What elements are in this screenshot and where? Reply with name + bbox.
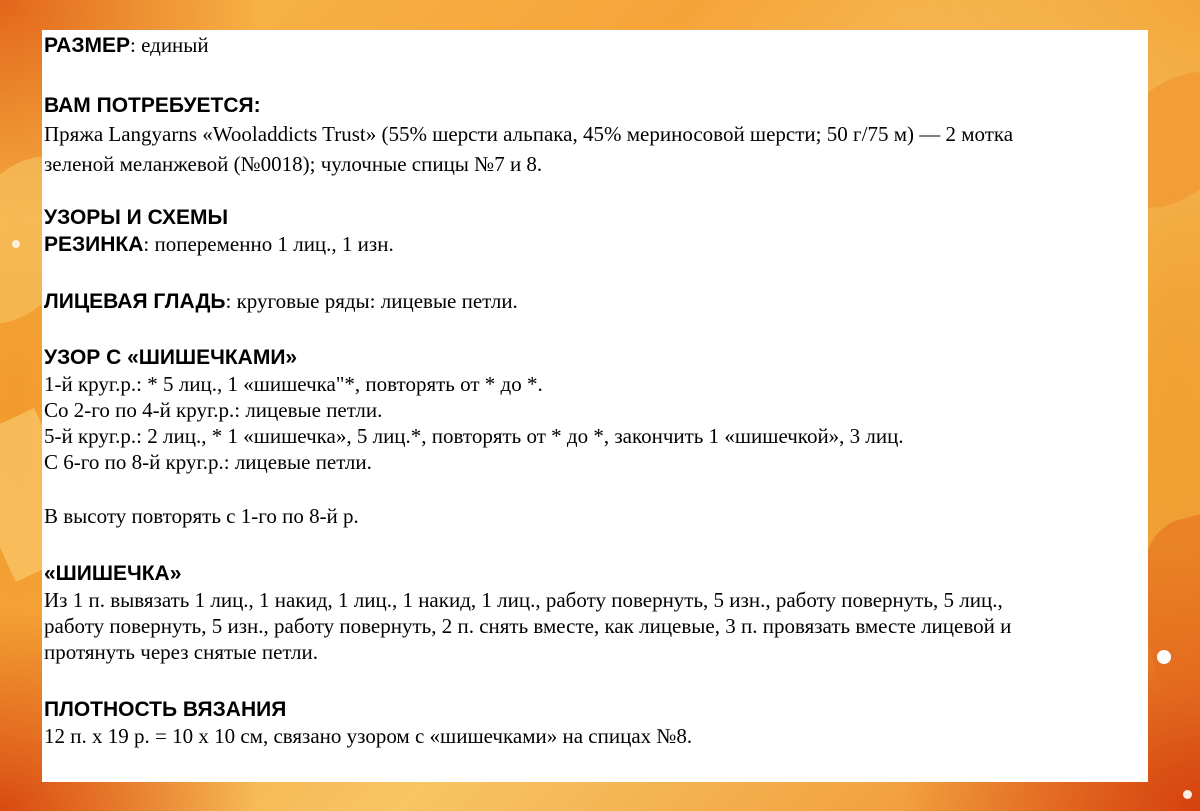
decorative-sparkle <box>12 240 20 248</box>
bobble-row: Со 2-го по 4-й круг.р.: лицевые петли. <box>44 398 383 422</box>
materials-line: Пряжа Langyarns «Wooladdicts Trust» (55% шерсти альпака, 45% мериносовой шерсти; 50 г/75 м) — 2 мотка <box>44 122 1014 146</box>
stockinette-text: : круговые ряды: лицевые петли. <box>225 289 518 313</box>
document-page <box>42 30 1148 782</box>
bobble-heading: «ШИШЕЧКА» <box>44 562 182 585</box>
size-line <box>44 32 1148 59</box>
bobble-instruction-line: Из 1 п. вывязать 1 лиц., 1 накид, 1 лиц., 1 накид, 1 лиц., работу повернуть, 5 изн., работу повернуть, 5 лиц., <box>44 588 1003 612</box>
decorative-sparkle <box>1157 650 1171 664</box>
materials-line: зеленой меланжевой (№0018); чулочные спицы №7 и 8. <box>44 152 543 176</box>
bobble-row: С 6-го по 8-й круг.р.: лицевые петли. <box>44 450 372 474</box>
stockinette-line <box>44 288 1148 315</box>
size-value: единый <box>141 33 209 57</box>
gauge-text: 12 п. х 19 р. = 10 х 10 см, связано узором с «шишечками» на спицах №8. <box>44 724 693 748</box>
materials-section <box>44 93 1148 179</box>
rib-line <box>44 231 1148 258</box>
bobble-section <box>44 561 1148 665</box>
stockinette-label: ЛИЦЕВАЯ ГЛАДЬ <box>44 290 226 313</box>
patterns-section <box>44 205 1148 529</box>
bobble-instruction-line: работу повернуть, 5 изн., работу повернуть, 2 п. снять вместе, как лицевые, 3 п. провязать вместе лицевой и <box>44 614 1012 638</box>
patterns-heading: УЗОРЫ И СХЕМЫ <box>44 206 229 229</box>
gauge-heading: ПЛОТНОСТЬ ВЯЗАНИЯ <box>44 698 287 721</box>
repeat-text: В высоту повторять с 1-го по 8-й р. <box>44 504 359 528</box>
bobble-row: 5-й круг.р.: 2 лиц., * 1 «шишечка», 5 лиц.*, повторять от * до *, закончить 1 «шишечкой», 3 лиц. <box>44 424 904 448</box>
size-label: РАЗМЕР <box>44 34 130 57</box>
gauge-section <box>44 697 1148 749</box>
rib-text: : попеременно 1 лиц., 1 изн. <box>143 232 394 256</box>
bobble-row: 1-й круг.р.: * 5 лиц., 1 «шишечка"*, повторять от * до *. <box>44 372 543 396</box>
materials-heading: ВАМ ПОТРЕБУЕТСЯ: <box>44 94 261 117</box>
bobble-pattern-heading: УЗОР С «ШИШЕЧКАМИ» <box>44 346 298 369</box>
rib-label: РЕЗИНКА <box>44 233 144 256</box>
bobble-instruction-line: протянуть через снятые петли. <box>44 640 319 664</box>
decorative-sparkle <box>1183 790 1192 799</box>
size-separator: : <box>130 33 142 57</box>
